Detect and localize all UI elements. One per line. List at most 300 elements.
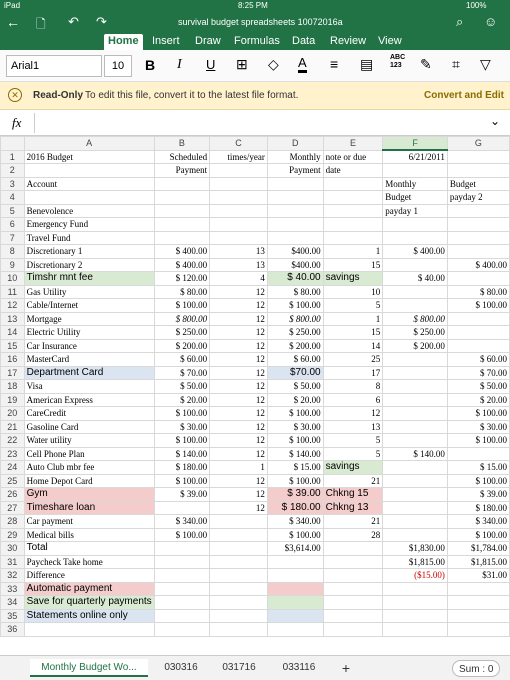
cell[interactable]: $ 100.00: [447, 299, 509, 313]
cell[interactable]: $ 180.00: [154, 461, 209, 475]
font-size-box[interactable]: 10: [104, 55, 132, 77]
cell[interactable]: [267, 609, 323, 623]
cell[interactable]: [447, 447, 509, 461]
cell[interactable]: [210, 582, 268, 596]
cell[interactable]: $1,815.00: [383, 555, 448, 569]
cell[interactable]: $1,830.00: [383, 542, 448, 556]
cell[interactable]: [154, 623, 209, 637]
sheet-tab-031716[interactable]: 031716: [222, 662, 256, 673]
cell[interactable]: $ 120.00: [154, 272, 209, 286]
cell[interactable]: [447, 245, 509, 259]
cell[interactable]: $ 250.00: [154, 326, 209, 340]
cell[interactable]: [383, 299, 448, 313]
cell[interactable]: $70.00: [267, 366, 323, 380]
cell[interactable]: Benevolence: [24, 204, 154, 218]
cell[interactable]: 6/21/2011: [383, 150, 448, 164]
cell[interactable]: $ 39.00: [447, 488, 509, 502]
cell[interactable]: [383, 582, 448, 596]
cell[interactable]: [154, 191, 209, 205]
cell[interactable]: 12: [210, 299, 268, 313]
cell[interactable]: [383, 393, 448, 407]
cell[interactable]: $ 100.00: [154, 299, 209, 313]
cell[interactable]: [210, 177, 268, 191]
align-icon[interactable]: ≡: [330, 56, 339, 72]
cell[interactable]: 13: [323, 420, 383, 434]
cell[interactable]: $ 15.00: [267, 461, 323, 475]
cell[interactable]: [154, 177, 209, 191]
row-header[interactable]: 21: [1, 420, 25, 434]
cell[interactable]: payday 1: [383, 204, 448, 218]
cell[interactable]: 12: [210, 339, 268, 353]
cell[interactable]: 1: [323, 245, 383, 259]
cell[interactable]: 13: [210, 245, 268, 259]
cell[interactable]: [447, 312, 509, 326]
cell[interactable]: [323, 204, 383, 218]
cell[interactable]: $ 340.00: [154, 515, 209, 529]
cell[interactable]: Monthly: [267, 150, 323, 164]
cell[interactable]: note or due: [323, 150, 383, 164]
format-cells-icon[interactable]: ✎: [420, 56, 432, 72]
cell[interactable]: [154, 542, 209, 556]
cell[interactable]: 12: [210, 501, 268, 515]
cell[interactable]: [267, 177, 323, 191]
cell[interactable]: [154, 596, 209, 610]
formula-input[interactable]: [34, 113, 502, 133]
share-icon[interactable]: ☺: [484, 14, 498, 29]
cell[interactable]: 12: [210, 366, 268, 380]
borders-icon[interactable]: ⊞: [236, 56, 248, 72]
cell[interactable]: $ 250.00: [267, 326, 323, 340]
cell[interactable]: $ 30.00: [154, 420, 209, 434]
cell[interactable]: $ 140.00: [154, 447, 209, 461]
cell[interactable]: Discretionary 1: [24, 245, 154, 259]
cell[interactable]: [447, 164, 509, 178]
row-header[interactable]: 26: [1, 488, 25, 502]
cell[interactable]: [383, 366, 448, 380]
cell[interactable]: $ 800.00: [154, 312, 209, 326]
cell[interactable]: [383, 258, 448, 272]
cell[interactable]: Electric Utility: [24, 326, 154, 340]
font-name-box[interactable]: Arial1: [6, 55, 102, 77]
underline-icon[interactable]: U: [206, 57, 216, 72]
cell[interactable]: $ 400.00: [383, 245, 448, 259]
cell[interactable]: $ 20.00: [267, 393, 323, 407]
cell[interactable]: [210, 204, 268, 218]
cell[interactable]: [323, 555, 383, 569]
row-header[interactable]: 22: [1, 434, 25, 448]
column-header-d[interactable]: D: [267, 137, 323, 151]
cell[interactable]: $ 400.00: [447, 258, 509, 272]
column-header-b[interactable]: B: [154, 137, 209, 151]
cell[interactable]: [323, 609, 383, 623]
row-header[interactable]: 17: [1, 366, 25, 380]
cell[interactable]: Timshr mnt fee: [24, 272, 154, 286]
row-header[interactable]: 23: [1, 447, 25, 461]
cell[interactable]: $ 180.00: [447, 501, 509, 515]
back-icon[interactable]: ←: [6, 14, 20, 30]
column-header-a[interactable]: A: [24, 137, 154, 151]
cell[interactable]: [210, 609, 268, 623]
cell[interactable]: $ 39.00: [267, 488, 323, 502]
row-header[interactable]: 5: [1, 204, 25, 218]
cell[interactable]: savings: [323, 272, 383, 286]
spreadsheet-grid[interactable]: [0, 136, 510, 655]
row-header[interactable]: 2: [1, 164, 25, 178]
cell[interactable]: 5: [323, 434, 383, 448]
row-header[interactable]: 1: [1, 150, 25, 164]
cell[interactable]: Payment: [154, 164, 209, 178]
cell[interactable]: Statements online only: [24, 609, 154, 623]
cell[interactable]: $ 100.00: [447, 528, 509, 542]
cell[interactable]: [210, 515, 268, 529]
cell[interactable]: [210, 164, 268, 178]
cell[interactable]: $ 50.00: [154, 380, 209, 394]
cell[interactable]: $ 100.00: [154, 434, 209, 448]
cell[interactable]: $1,815.00: [447, 555, 509, 569]
cell[interactable]: [447, 231, 509, 245]
cell[interactable]: Cable/Internet: [24, 299, 154, 313]
cell[interactable]: [267, 582, 323, 596]
cell[interactable]: $ 100.00: [267, 528, 323, 542]
cell[interactable]: Gym: [24, 488, 154, 502]
cell[interactable]: Automatic payment: [24, 582, 154, 596]
cell[interactable]: 6: [323, 393, 383, 407]
cell[interactable]: [210, 542, 268, 556]
cell[interactable]: 21: [323, 515, 383, 529]
cell[interactable]: Cell Phone Plan: [24, 447, 154, 461]
cell[interactable]: [447, 609, 509, 623]
cell[interactable]: $ 100.00: [267, 474, 323, 488]
cell[interactable]: 21: [323, 474, 383, 488]
cell[interactable]: $ 100.00: [267, 299, 323, 313]
cell[interactable]: Discretionary 2: [24, 258, 154, 272]
cell[interactable]: [323, 623, 383, 637]
cell[interactable]: [323, 231, 383, 245]
row-header[interactable]: 12: [1, 299, 25, 313]
cell[interactable]: $ 100.00: [154, 407, 209, 421]
cell[interactable]: [383, 407, 448, 421]
row-header[interactable]: 7: [1, 231, 25, 245]
cell[interactable]: [267, 191, 323, 205]
tab-insert[interactable]: Insert: [152, 35, 180, 47]
row-header[interactable]: 25: [1, 474, 25, 488]
cell[interactable]: $ 250.00: [383, 326, 448, 340]
cell[interactable]: [267, 218, 323, 232]
cell[interactable]: [154, 218, 209, 232]
cell[interactable]: [154, 569, 209, 583]
row-header[interactable]: 36: [1, 623, 25, 637]
cell[interactable]: [447, 272, 509, 286]
cell[interactable]: $ 100.00: [267, 407, 323, 421]
cell[interactable]: Payment: [267, 164, 323, 178]
cell[interactable]: $ 200.00: [267, 339, 323, 353]
cell[interactable]: $ 100.00: [447, 407, 509, 421]
cell[interactable]: [210, 231, 268, 245]
cell[interactable]: Paycheck Take home: [24, 555, 154, 569]
column-header-g[interactable]: G: [447, 137, 509, 151]
cell[interactable]: $ 140.00: [267, 447, 323, 461]
cell[interactable]: [447, 582, 509, 596]
cell[interactable]: $ 800.00: [267, 312, 323, 326]
cell[interactable]: [323, 177, 383, 191]
cell[interactable]: ($15.00): [383, 569, 448, 583]
cell[interactable]: $400.00: [267, 245, 323, 259]
font-color-icon[interactable]: A: [298, 56, 307, 73]
cell[interactable]: [383, 420, 448, 434]
cell[interactable]: 25: [323, 353, 383, 367]
cell[interactable]: 1: [323, 312, 383, 326]
cell[interactable]: Chkng 15: [323, 488, 383, 502]
cell[interactable]: 8: [323, 380, 383, 394]
cell[interactable]: Home Depot Card: [24, 474, 154, 488]
row-header[interactable]: 15: [1, 339, 25, 353]
cell[interactable]: [323, 542, 383, 556]
cell[interactable]: [154, 609, 209, 623]
cell[interactable]: [323, 191, 383, 205]
cell[interactable]: 12: [323, 407, 383, 421]
search-icon[interactable]: ⌕: [456, 14, 464, 29]
cell[interactable]: 15: [323, 326, 383, 340]
cell[interactable]: [24, 191, 154, 205]
cell[interactable]: Medical bills: [24, 528, 154, 542]
cell[interactable]: CareCredit: [24, 407, 154, 421]
cell[interactable]: payday 2: [447, 191, 509, 205]
tab-review[interactable]: Review: [330, 35, 367, 47]
cell[interactable]: Gasoline Card: [24, 420, 154, 434]
cell[interactable]: $ 340.00: [267, 515, 323, 529]
cell[interactable]: [383, 515, 448, 529]
row-header[interactable]: 8: [1, 245, 25, 259]
cell[interactable]: [210, 623, 268, 637]
cell[interactable]: $ 70.00: [154, 366, 209, 380]
cell[interactable]: 12: [210, 488, 268, 502]
row-header[interactable]: 11: [1, 285, 25, 299]
row-header[interactable]: 28: [1, 515, 25, 529]
cell[interactable]: [267, 596, 323, 610]
cell[interactable]: $ 60.00: [267, 353, 323, 367]
cell[interactable]: Budget: [383, 191, 448, 205]
select-all-corner[interactable]: [1, 137, 25, 151]
cell[interactable]: [447, 204, 509, 218]
row-header[interactable]: 13: [1, 312, 25, 326]
cell[interactable]: [210, 555, 268, 569]
row-header[interactable]: 20: [1, 407, 25, 421]
cell[interactable]: 12: [210, 312, 268, 326]
cell[interactable]: [383, 623, 448, 637]
cell[interactable]: Auto Club mbr fee: [24, 461, 154, 475]
cell[interactable]: Total: [24, 542, 154, 556]
cell[interactable]: [267, 555, 323, 569]
cell[interactable]: [323, 569, 383, 583]
sheet-tab-monthly-budget[interactable]: Monthly Budget Wo...: [30, 659, 148, 677]
cell[interactable]: [447, 339, 509, 353]
sheet-tab-033116[interactable]: 033116: [282, 662, 316, 673]
cell[interactable]: $ 340.00: [447, 515, 509, 529]
cell[interactable]: [383, 609, 448, 623]
column-header-f[interactable]: F: [383, 137, 448, 151]
cell[interactable]: Monthly: [383, 177, 448, 191]
tab-draw[interactable]: Draw: [195, 35, 221, 47]
cell[interactable]: [447, 218, 509, 232]
wrap-icon[interactable]: ▤: [360, 56, 374, 72]
close-icon[interactable]: ✕: [8, 88, 22, 102]
cell[interactable]: $400.00: [267, 258, 323, 272]
cell[interactable]: Emergency Fund: [24, 218, 154, 232]
cell[interactable]: $ 80.00: [154, 285, 209, 299]
cell[interactable]: 12: [210, 447, 268, 461]
row-header[interactable]: 29: [1, 528, 25, 542]
cell[interactable]: 12: [210, 474, 268, 488]
cell[interactable]: 12: [210, 353, 268, 367]
row-header[interactable]: 3: [1, 177, 25, 191]
tab-data[interactable]: Data: [292, 35, 316, 47]
cell[interactable]: [323, 582, 383, 596]
undo-icon[interactable]: ↶: [68, 14, 79, 29]
cell[interactable]: [383, 488, 448, 502]
cell[interactable]: [383, 461, 448, 475]
chevron-down-icon[interactable]: ⌄: [490, 114, 501, 128]
row-header[interactable]: 14: [1, 326, 25, 340]
cell[interactable]: Mortgage: [24, 312, 154, 326]
cell[interactable]: 4: [210, 272, 268, 286]
row-header[interactable]: 16: [1, 353, 25, 367]
cell[interactable]: $ 60.00: [154, 353, 209, 367]
cell[interactable]: savings: [323, 461, 383, 475]
cell[interactable]: [383, 596, 448, 610]
cell[interactable]: [447, 150, 509, 164]
cell[interactable]: [447, 623, 509, 637]
cell[interactable]: Save for quarterly payments: [24, 596, 154, 610]
cell[interactable]: $ 200.00: [383, 339, 448, 353]
tab-formulas[interactable]: Formulas: [234, 35, 280, 47]
cell[interactable]: [383, 528, 448, 542]
cell[interactable]: Chkng 13: [323, 501, 383, 515]
cell[interactable]: $1,784.00: [447, 542, 509, 556]
cell[interactable]: 13: [210, 258, 268, 272]
cell[interactable]: Timeshare loan: [24, 501, 154, 515]
cell[interactable]: 12: [210, 285, 268, 299]
row-header[interactable]: 9: [1, 258, 25, 272]
cell[interactable]: $ 40.00: [267, 272, 323, 286]
cell[interactable]: $ 80.00: [447, 285, 509, 299]
cell[interactable]: date: [323, 164, 383, 178]
cell[interactable]: $ 200.00: [154, 339, 209, 353]
cell[interactable]: [267, 231, 323, 245]
cell[interactable]: 12: [210, 434, 268, 448]
cell[interactable]: [383, 434, 448, 448]
row-header[interactable]: 10: [1, 272, 25, 286]
cell[interactable]: [24, 623, 154, 637]
cell[interactable]: 2016 Budget: [24, 150, 154, 164]
cell[interactable]: $ 70.00: [447, 366, 509, 380]
redo-icon[interactable]: ↷: [96, 14, 107, 29]
cell[interactable]: $ 30.00: [267, 420, 323, 434]
cell[interactable]: [383, 353, 448, 367]
row-header[interactable]: 34: [1, 596, 25, 610]
cell[interactable]: MasterCard: [24, 353, 154, 367]
cell[interactable]: $ 60.00: [447, 353, 509, 367]
cell[interactable]: $ 30.00: [447, 420, 509, 434]
cell[interactable]: $ 40.00: [383, 272, 448, 286]
cell[interactable]: $ 80.00: [267, 285, 323, 299]
cell[interactable]: [154, 204, 209, 218]
cell[interactable]: [24, 164, 154, 178]
cell[interactable]: 17: [323, 366, 383, 380]
cell[interactable]: $ 100.00: [154, 528, 209, 542]
sum-indicator[interactable]: Sum : 0: [452, 660, 500, 677]
cell[interactable]: Account: [24, 177, 154, 191]
cell[interactable]: American Express: [24, 393, 154, 407]
bold-icon[interactable]: B: [145, 57, 156, 73]
column-header-c[interactable]: C: [210, 137, 268, 151]
cell[interactable]: 28: [323, 528, 383, 542]
row-header[interactable]: 6: [1, 218, 25, 232]
cell[interactable]: $ 800.00: [383, 312, 448, 326]
cell[interactable]: $ 50.00: [267, 380, 323, 394]
row-header[interactable]: 30: [1, 542, 25, 556]
cell[interactable]: $ 180.00: [267, 501, 323, 515]
cell[interactable]: Scheduled: [154, 150, 209, 164]
cell[interactable]: $ 100.00: [267, 434, 323, 448]
cell[interactable]: [447, 596, 509, 610]
cell-table[interactable]: [0, 136, 510, 637]
cell[interactable]: Car Insurance: [24, 339, 154, 353]
cell[interactable]: [210, 596, 268, 610]
add-sheet-button[interactable]: +: [341, 660, 351, 676]
cell[interactable]: [210, 218, 268, 232]
cell[interactable]: 10: [323, 285, 383, 299]
cell[interactable]: [447, 326, 509, 340]
cell[interactable]: [267, 204, 323, 218]
cell[interactable]: $3,614.00: [267, 542, 323, 556]
cell[interactable]: [210, 191, 268, 205]
cell[interactable]: [154, 555, 209, 569]
cell[interactable]: $ 100.00: [154, 474, 209, 488]
cell[interactable]: 14: [323, 339, 383, 353]
cell[interactable]: [383, 231, 448, 245]
cell[interactable]: 12: [210, 393, 268, 407]
cell[interactable]: 5: [323, 299, 383, 313]
cell[interactable]: Water utility: [24, 434, 154, 448]
row-header[interactable]: 24: [1, 461, 25, 475]
cell[interactable]: Budget: [447, 177, 509, 191]
cell[interactable]: [383, 501, 448, 515]
cell[interactable]: Difference: [24, 569, 154, 583]
cell[interactable]: Visa: [24, 380, 154, 394]
cell[interactable]: $ 140.00: [383, 447, 448, 461]
cell[interactable]: $ 100.00: [447, 474, 509, 488]
row-header[interactable]: 35: [1, 609, 25, 623]
tab-home[interactable]: Home: [104, 34, 143, 50]
cell[interactable]: 5: [323, 447, 383, 461]
cell[interactable]: [383, 164, 448, 178]
cell[interactable]: 12: [210, 407, 268, 421]
cell[interactable]: 12: [210, 380, 268, 394]
cell[interactable]: Travel Fund: [24, 231, 154, 245]
row-header[interactable]: 27: [1, 501, 25, 515]
cell[interactable]: $ 39.00: [154, 488, 209, 502]
cell[interactable]: [154, 501, 209, 515]
cell[interactable]: Department Card: [24, 366, 154, 380]
cell[interactable]: 1: [210, 461, 268, 475]
fill-color-icon[interactable]: ◇: [268, 56, 279, 72]
insert-delete-icon[interactable]: ⌗: [452, 56, 460, 72]
cell[interactable]: [267, 569, 323, 583]
cell[interactable]: [210, 528, 268, 542]
row-header[interactable]: 32: [1, 569, 25, 583]
cell[interactable]: $ 400.00: [154, 258, 209, 272]
cell[interactable]: [267, 623, 323, 637]
